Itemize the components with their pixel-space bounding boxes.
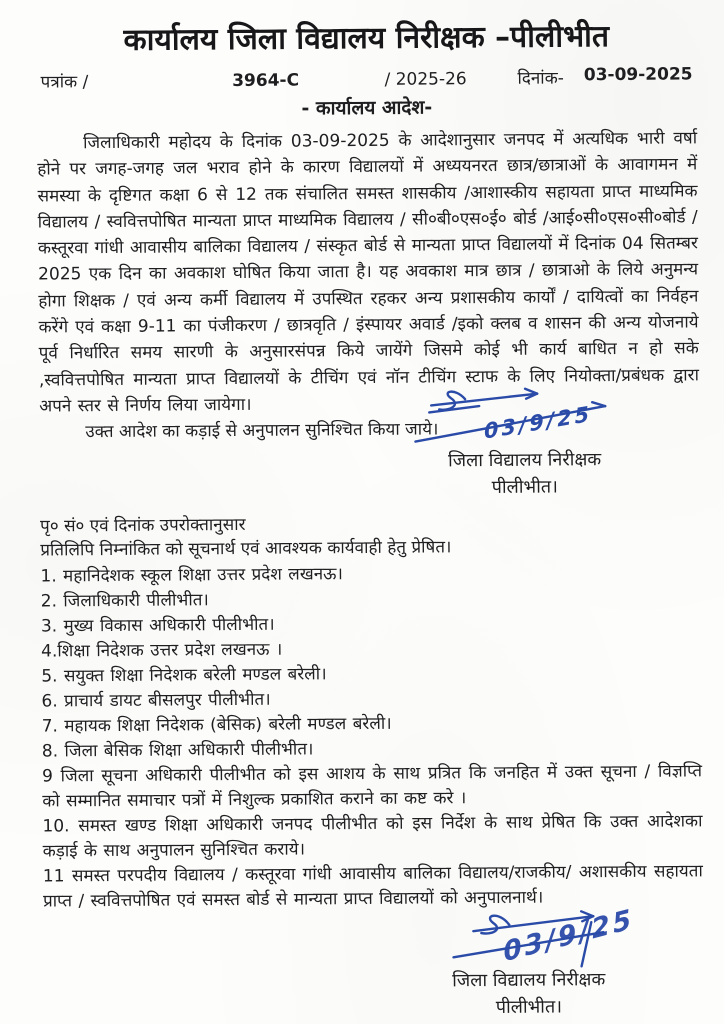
copy-recipient-item: 5. सयुक्त शिक्षा निदेशक बरेली मण्डल बरेली। <box>41 663 327 687</box>
office-title: कार्यालय जिला विद्यालय निरीक्षक –पीलीभीत <box>123 19 610 58</box>
copy-recipient-item: 11 समस्त परपदीय विद्यालय / कस्तूरवा गांधी आवासीय बालिका विद्यालय/राजकीय/ अशासकीय सहायता प्राप्त / स्ववित्तपोषित एवं समस्त बोर्ड से मान्यता प्राप्त विद्यालयों को अनुपालनार्थ। <box>42 860 703 912</box>
ref-number-value: 3964-C <box>232 70 300 92</box>
date-value: 03-09-2025 <box>583 64 693 86</box>
copy-recipient-item: 4.शिक्षा निदेशक उत्तर प्रदेश लखनऊ । <box>41 639 283 662</box>
endorsement-ref-line: पृ० सं० एवं दिनांक उपरोक्तानुसार <box>40 514 246 537</box>
date-label: दिनांक- <box>517 68 564 89</box>
signatory-place: पीलीभीत। <box>495 996 563 1018</box>
signatory-designation: जिला विद्यालय निरीक्षक <box>448 448 602 471</box>
copy-recipient-item: 10. समस्त खण्ड शिक्षा अधिकारी जनपद पीलीभीत को इस निर्देश के साथ प्रेषित कि उक्त आदेशका कड़ाई के साथ अनुपालन सुनिश्चित कराये। <box>42 810 703 862</box>
signature-block-top <box>389 383 660 501</box>
copy-recipient-item: 3. मुख्य विकास अधिकारी पीलीभीत। <box>40 614 275 637</box>
ref-year-value: / 2025-26 <box>384 69 467 90</box>
copy-recipient-list <box>40 559 703 914</box>
endorsement-copy-line: प्रतिलिपि निम्नांकित को सूचनार्थ एवं आवश्यक कार्यवाही हेतु प्रेषित। <box>40 536 452 561</box>
order-heading: - कार्यालय आदेश- <box>301 96 433 120</box>
signature-art-top <box>409 383 639 449</box>
copy-recipient-item: 1. महानिदेशक स्कूल शिक्षा उत्तर प्रदेश लखनऊ। <box>40 563 343 587</box>
copy-recipient-item: 2. जिलाधिकारी पीलीभीत। <box>40 589 209 612</box>
copy-recipient-item: 7. महायक शिक्षा निदेशक (बेसिक) बरेली मण्डल बरेली। <box>41 713 392 737</box>
order-body-paragraph: जिलाधिकारी महोदय के दिनांक 03-09-2025 के आदेशानुसार जनपद में अत्यधिक भारी वर्षा होने पर जगह-जगह जल भराव होने के कारण विद्यालयों में अध्ययनरत छात्र/छात्राओं के आवागमन में समस्या के दृष्टिगत कक्षा 6 से 12 तक संचालित समस्त शासकीय /आशास्कीय सहायता प्राप्त माध्यमिक विद्यालय / स्ववित्तपोषित मान्यता प्राप्त माध्यमिक विद्यालय / सी०बी०एस०ई० बोर्ड /आई०सी०एस०सी०बोर्ड / कस्तूरवा गांधी आवासीय बालिका विद्यालय / संस्कृत बोर्ड से मान्यता प्राप्त विद्यालयों में दिनांक 04 सितम्बर 2025 एक दिन का अवकाश घोषित किया जाता है। यह अवकाश मात्र छात्र / छात्राओ के लिये अनुमन्य होगा शिक्षक / एवं अन्य कर्मी विद्यालय में उपस्थित रहकर अन्य प्रशासकीय कार्यों / दायित्वों का निर्वहन करेंगे एवं कक्षा 9-11 का पंजीकरण / छात्रवृति / इंस्पायर अवार्ड /इको क्लब व शासन की अन्य योजनाये पूर्व निर्धारित समय सारणी के अनुसारसंपन्न किये जायेंगे जिसमे कोई भी कार्य बाधित न हो सके ,स्ववित्तपोषित मान्यता प्राप्त विद्यालयों के टीचिंग एवं नॉन टीचिंग स्टाफ के लिए नियोक्ता/प्रबंधक द्वारा अपने स्तर से निर्णय लिया जायेगा। <box>37 128 700 417</box>
order-closing-line: उक्त आदेश का कड़ाई से अनुपालन सुनिश्चित किया जाये। <box>85 419 439 443</box>
signatory-place: पीलीभीत। <box>491 476 558 498</box>
reference-row <box>41 64 693 92</box>
copy-recipient-item: 8. जिला बेसिक शिक्षा अधिकारी पीलीभीत। <box>41 738 314 762</box>
date-group <box>517 64 692 88</box>
endorsement-section <box>40 509 703 914</box>
copy-recipient-item: 9 जिला सूचना अधिकारी पीलीभीत को इस आशय के साथ प्रत्रित कि जनहित में उक्त सूचना / विज्ञप्ति को सम्मानित समाचार पत्रों में निशुल्क प्रकाशित कराने का कष्ट करे । <box>42 760 703 812</box>
signature-block-bottom <box>393 903 664 1021</box>
ref-number-label: पत्रांक / <box>40 72 89 93</box>
handwritten-date: 03/9/25 <box>483 401 593 444</box>
signature-art-bottom <box>413 903 643 969</box>
handwritten-date: 03/9/25 <box>501 903 636 968</box>
signatory-designation: जिला विद्यालय निरीक्षक <box>452 968 606 991</box>
copy-recipient-item: 6. प्राचार्य डायट बीसलपुर पीलीभीत। <box>41 689 271 712</box>
